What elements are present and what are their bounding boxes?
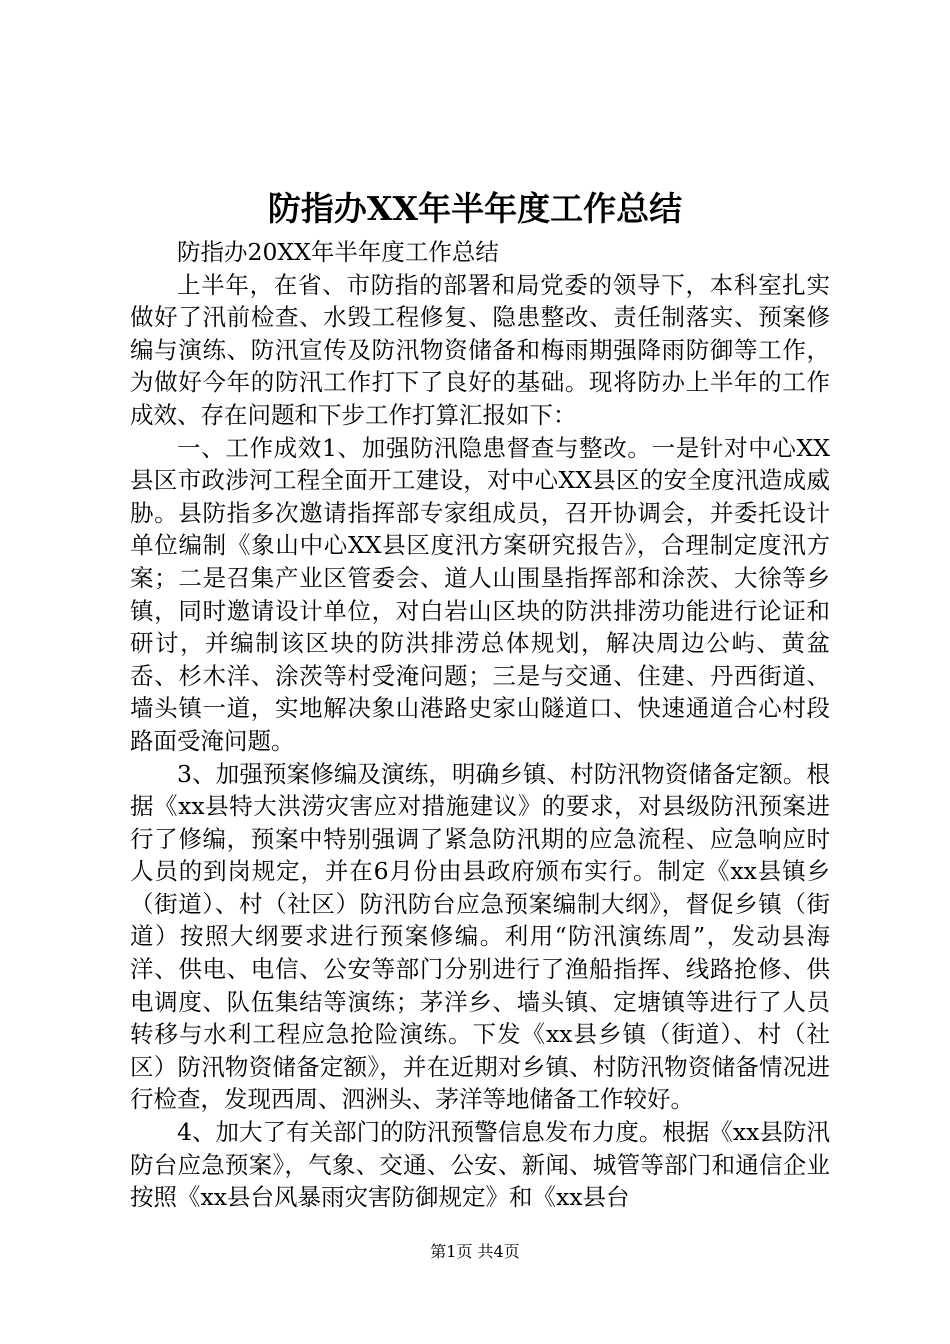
document-body [130, 236, 830, 1214]
page-footer: 第1页 共4页 [430, 1242, 520, 1261]
document-title: 防指办XX年半年度工作总结 [267, 189, 683, 228]
paragraph-section-1: 一、工作成效1、加强防汛隐患督查与整改。一是针对中心XX县区市政涉河工程全面开工建设，对中心XX县区的安全度汛造成威胁。县防指多次邀请指挥部专家组成员，召开协调会，并委托设计单位编制《象山中心XX县区度汛方案研究报告》，合理制定度汛方案；二是召集产业区管委会、道人山围垦指挥部和涂茨、大徐等乡镇，同时邀请设计单位，对白岩山区块的防洪排涝功能进行论证和研讨，并编制该区块的防洪排涝总体规划，解决周边公屿、黄盆岙、杉木洋、涂茨等村受淹问题；三是与交通、住建、丹西街道、墙头镇一道，实地解决象山港路史家山隧道口、快速通道合心村段路面受淹问题。 [130, 433, 830, 755]
paragraph-section-3: 3、加强预案修编及演练，明确乡镇、村防汛物资储备定额。根据《xx县特大洪涝灾害应对措施建议》的要求，对县级防汛预案进行了修编，预案中特别强调了紧急防汛期的应急流程、应急响应时人员的到岗规定，并在6月份由县政府颁布实行。制定《xx县镇乡（街道）、村（社区）防汛防台应急预案编制大纲》，督促乡镇（街道）按照大纲要求进行预案修编。利用“防汛演练周”，发动县海洋、供电、电信、公安等部门分别进行了渔船指挥、线路抢修、供电调度、队伍集结等演练；茅洋乡、墙头镇、定塘镇等进行了人员转移与水利工程应急抢险演练。下发《xx县乡镇（街道）、村（社区）防汛物资储备定额》，并在近期对乡镇、村防汛物资储备情况进行检查，发现西周、泗洲头、茅洋等地储备工作较好。 [130, 759, 830, 1114]
paragraph-section-4: 4、加大了有关部门的防汛预警信息发布力度。根据《xx县防汛防台应急预案》，气象、交通、公安、新闻、城管等部门和通信企业按照《xx县台风暴雨灾害防御规定》和《xx县台 [130, 1118, 830, 1212]
paragraph-intro: 上半年，在省、市防指的部署和局党委的领导下，本科室扎实做好了汛前检查、水毁工程修复、隐患整改、责任制落实、预案修编与演练、防汛宣传及防汛物资储备和梅雨期强降雨防御等工作，为做好今年的防汛工作打下了良好的基础。现将防办上半年的工作成效、存在问题和下步工作打算汇报如下： [130, 270, 830, 429]
paragraph-subtitle: 防指办20XX年半年度工作总结 [177, 238, 499, 266]
